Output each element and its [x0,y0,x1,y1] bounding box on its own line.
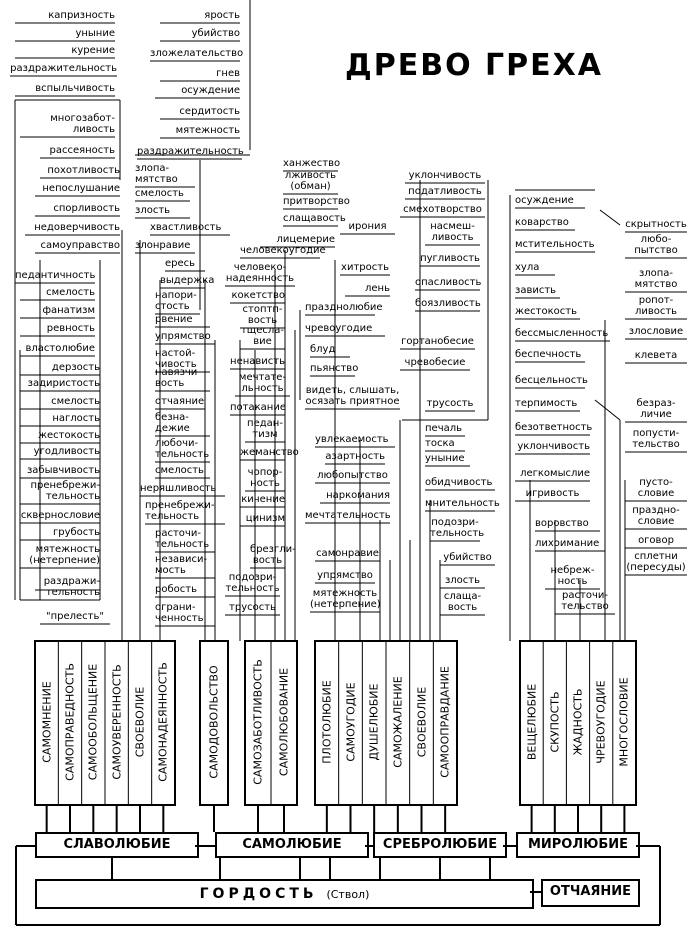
sin-label: безна- дежие [155,412,190,434]
trunk-box [35,879,534,909]
sin-label: злопа- мятство [135,163,178,185]
sin-label: ирония [348,221,387,232]
sin-label: мятежность [175,125,240,136]
sin-label: расточи- тельство [561,590,609,612]
sin-label: ересь [165,258,196,269]
sin-label: беспечность [515,349,582,360]
sin-label: самонравие [316,548,379,559]
sin-label: злость [444,575,481,586]
pillar-label: МНОГОСЛОВИЕ [617,677,631,767]
sin-label: убийство [191,28,240,39]
sin-label: фанатизм [42,305,95,316]
sin-label: раздражительность [137,146,244,157]
tree-line [600,210,620,225]
sin-label: педантичность [15,270,96,281]
sin-label: мнительность [425,498,500,509]
pillar-label: САМОЛЮБОВАНИЕ [277,667,291,777]
sin-label: жестокость [38,430,100,441]
sin-label: спорливость [53,203,120,214]
sin-label: неряшливость [140,483,217,494]
sin-label: ропот- ливость [634,295,678,317]
sin-label: терпимость [515,398,578,409]
sin-label: "прелесть" [46,611,104,622]
sin-label: мятежность (нетерпение) [310,588,381,610]
sin-label: видеть, слышать, осязать приятное [305,385,400,407]
sin-label: слаща- вость [443,591,482,613]
sin-label: боязливость [415,298,481,309]
category-self-love: САМОЛЮБИЕ [215,832,369,858]
sin-label: ханжество [283,158,341,169]
category-silver-love: СРЕБРОЛЮБИЕ [373,832,507,858]
sin-label: пугливость [420,253,480,264]
sin-label: мстительность [515,239,595,250]
sin-label: злость [135,205,171,216]
pillar-label: САМОЖАЛЕНИЕ [391,676,405,768]
sin-label: хитрость [341,262,389,273]
pillar-label: САМОУГОДИЕ [344,682,357,762]
sin-label: хула [515,262,540,273]
sin-label: любочи- тельность [155,438,210,460]
sin-label: смелость [46,287,95,298]
sin-label: лень [365,283,390,294]
sin-label: пренебрежи- тельность [145,500,215,522]
sin-label: притворство [283,196,350,207]
sin-label: выдержка [160,275,215,286]
sin-label: кичение [241,494,285,505]
sin-label: злонравие [135,240,191,251]
sin-label: напори- стость [155,290,197,312]
sin-label: расточи- тельность [155,528,210,550]
sin-label: ограни- ченность [155,602,204,624]
sin-label: курение [71,45,115,56]
sin-label: цинизм [245,513,285,524]
pillar-label: ПЛОТОЛЮБИЕ [320,680,334,764]
sin-label: азартность [325,451,385,462]
sin-label: попусти- тельство [632,428,680,450]
sin-label: угодливость [33,446,100,457]
sin-label: уныние [425,453,465,464]
sin-label: мечтательность [305,510,391,521]
sin-label: навязчи- вость [155,367,201,389]
sin-label: слащавость [283,213,346,224]
sin-label: скрытность [625,219,687,230]
pillar-label: САМОУВЕРЕННОСТЬ [110,664,124,780]
sin-label: властолюбие [25,343,95,354]
sin-label: брезгли- вость [250,544,296,566]
sin-label: клевета [634,350,678,361]
sin-label: рассеяность [49,145,115,156]
sin-label: упрямство [317,570,373,581]
sin-label: тоска [425,438,455,449]
sin-label: сердитость [179,106,240,117]
sin-label: пренебрежи- тельность [30,480,100,502]
sin-label: безответность [515,422,593,433]
pillar-label: САМОПРАВЕДНОСТЬ [63,663,77,781]
sin-label: пусто- словие [637,477,675,499]
sin-label: хвастливость [150,222,222,233]
sin-label: дерзость [51,362,100,373]
sin-label: отчаяние [155,396,205,407]
sin-label: независи- мость [155,554,208,576]
despair-box: ОТЧАЯНИЕ [541,879,640,907]
sin-label: безраз- личие [636,398,676,420]
pillar-label: САМОЗАБОТЛИВОСТЬ [251,659,265,785]
sin-label: педан- тизм [247,418,283,440]
sin-label: человеко- надеянность [225,262,295,284]
sin-label: недоверчивость [34,222,120,233]
trunk-label: ГОРДОСТЬ [199,886,318,902]
sin-label: печаль [425,423,463,434]
sin-label: чревоугодие [305,323,373,334]
sin-label: любопытство [317,470,388,481]
sin-label: лживость (обман) [284,170,337,192]
sin-label: сплетни (пересуды) [626,551,686,573]
sin-label: потакание [230,402,286,413]
sin-label: жеманство [240,447,299,458]
sin-label: чревобесие [404,357,466,368]
sin-label: злословие [628,326,684,337]
sin-label: ярость [204,10,240,21]
pillar-label: САМООПРАВДАНИЕ [438,666,452,778]
sin-label: зависть [515,285,557,296]
sin-label: праздно- словие [632,505,680,527]
sin-label: самоуправство [40,240,120,251]
sin-label: податливость [408,186,482,197]
sin-label: мятежность (нетерпение) [29,544,100,566]
sin-label: похотливость [47,165,120,176]
sin-label: настой- чивость [155,348,197,370]
pillar-label: ЖАДНОСТЬ [571,688,585,756]
category-vainglory: СЛАВОЛЮБИЕ [35,832,199,858]
sin-label: забывчивость [26,465,100,476]
sin-label: лицемерие [276,234,335,245]
sin-label: бессмысленность [515,328,609,339]
sin-label: зложелательство [150,48,244,59]
sin-label: злопа- мятство [634,268,678,290]
sin-label: пьянство [310,363,359,374]
sin-label: смелость [135,188,184,199]
sin-label: гортанобесие [401,336,474,347]
sin-label: смехотворство [403,204,482,215]
pillar-label: САМООБОЛЬЩЕНИЕ [86,663,100,781]
sin-label: празднолюбие [305,302,383,313]
sin-label: кокетство [231,290,285,301]
pillar-label: СКУПОСТЬ [548,691,562,753]
sin-label: грубость [52,527,100,538]
pillar-label: ДУШЕЛЮБИЕ [367,683,381,761]
sin-label: стоптп- вость [242,304,283,326]
sin-label: опасливость [415,277,482,288]
sin-label: лихоимание [535,538,600,549]
sin-label: гнев [216,68,240,79]
sin-label: тщесла- вие [240,325,285,347]
sin-label: жестокость [515,306,577,317]
sin-label: сквернословие [20,510,100,521]
sin-label: ненависть [230,356,285,367]
sin-label: чопор- ность [247,467,283,489]
sin-label: осуждение [515,195,574,206]
pillar-label: СВОЕВОЛИЕ [133,686,147,758]
sin-label: смелость [51,396,100,407]
sin-label: бесцельность [515,375,588,386]
sin-label: небреж- ность [550,565,595,587]
sin-label: оговор [638,535,674,546]
sin-label: блуд [310,344,336,355]
sin-label: воровство [535,518,589,529]
pillar-label: ВЕЩЕЛЮБИЕ [525,683,539,761]
sin-label: рвение [155,314,193,325]
sin-label: осуждение [181,85,240,96]
sin-label: человекоугодие [240,245,326,256]
diagram-title: ДРЕВО ГРЕХА [345,48,603,83]
sin-label: ревность [46,323,95,334]
trunk-note: (Ствол) [326,888,370,901]
sin-label: насмеш- ливость [430,221,475,243]
sin-label: раздражительность [10,63,117,74]
pillar-label: САМОДОВОЛЬСТВО [207,665,221,779]
sin-label: капризность [48,10,115,21]
sin-label: трусость [426,398,474,409]
sin-label: обидчивость [425,477,493,488]
sin-label: увлекаемость [315,434,389,445]
sin-label: любо- пытство [634,234,678,256]
sin-label: игривость [525,488,580,499]
sin-label: многозабот- ливость [50,113,115,135]
sin-label: робость [155,584,197,595]
sin-label: вспыльчивость [35,83,115,94]
sin-label: упрямство [155,331,211,342]
sin-label: смелость [155,465,204,476]
sin-label: непослушание [42,183,120,194]
sin-label: уклончивость [408,170,482,181]
sin-label: коварство [515,217,569,228]
sin-label: задиристость [27,378,100,389]
sin-label: трусость [229,602,276,613]
tree-line [595,400,620,420]
sin-label: убийство [443,552,492,563]
pillar-label: СВОЕВОЛИЕ [415,686,428,758]
pillar-label: САМОНАДЕЯННОСТЬ [156,662,170,782]
sin-label: подозри- тельность [430,517,485,539]
sin-label: раздражи- тельность [43,576,100,598]
sin-label: легкомыслие [520,468,590,479]
pillar-label: ЧРЕВОУГОДИЕ [594,680,608,764]
sin-label: наглость [52,413,100,424]
sin-label: подозри- тельность [225,572,280,594]
pillar-label: САМОМНЕНИЕ [40,681,54,763]
sin-label: наркомания [326,490,390,501]
category-world-love: МИРОЛЮБИЕ [516,832,640,858]
sin-label: мечтате- льность [238,372,287,394]
sin-label: уклончивость [517,441,590,452]
sin-label: уныние [75,28,115,39]
